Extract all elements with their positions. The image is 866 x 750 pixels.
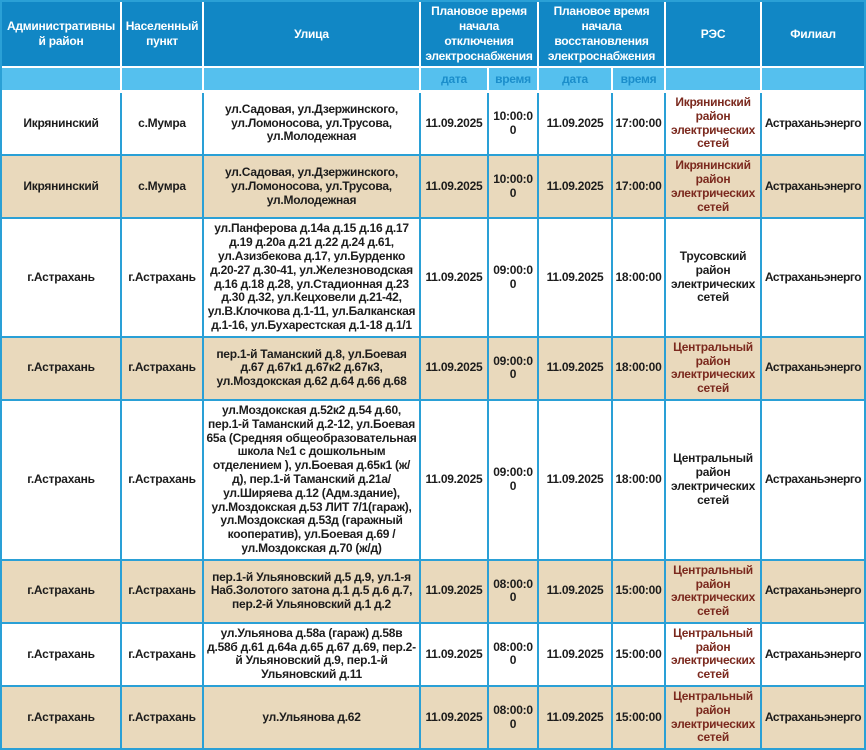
cell-restore-time: 18:00:00 bbox=[613, 338, 666, 401]
cell-settlement: г.Астрахань bbox=[122, 624, 204, 687]
subheader-restore-time: время bbox=[613, 68, 666, 93]
cell-restore-date: 11.09.2025 bbox=[539, 219, 613, 337]
cell-street: ул.Ульянова д.62 bbox=[204, 687, 421, 748]
cell-restore-time: 15:00:00 bbox=[613, 561, 666, 624]
cell-district: Икрянинский bbox=[2, 93, 122, 156]
header-row bbox=[2, 2, 864, 68]
col-header-settlement: Населенный пункт bbox=[122, 2, 204, 68]
cell-district: Икрянинский bbox=[2, 156, 122, 219]
cell-outage-date: 11.09.2025 bbox=[421, 401, 489, 561]
cell-outage-date: 11.09.2025 bbox=[421, 624, 489, 687]
cell-outage-date: 11.09.2025 bbox=[421, 338, 489, 401]
cell-restore-time: 17:00:00 bbox=[613, 93, 666, 156]
table-row bbox=[2, 156, 864, 219]
cell-outage-time: 08:00:00 bbox=[489, 561, 539, 624]
cell-res: Центральный район электрических сетей bbox=[666, 401, 762, 561]
cell-outage-time: 10:00:00 bbox=[489, 93, 539, 156]
cell-res: Икрянинский район электрических сетей bbox=[666, 93, 762, 156]
col-header-street: Улица bbox=[204, 2, 421, 68]
cell-restore-date: 11.09.2025 bbox=[539, 156, 613, 219]
cell-district: г.Астрахань bbox=[2, 338, 122, 401]
table-row bbox=[2, 687, 864, 748]
cell-restore-date: 11.09.2025 bbox=[539, 93, 613, 156]
cell-outage-time: 10:00:00 bbox=[489, 156, 539, 219]
cell-street: ул.Панферова д.14а д.15 д.16 д.17 д.19 д.20а д.21 д.22 д.24 д.61, ул.Азизбекова д.17, ул.Бурденко д.20-27 д.30-41, ул.Железноводская д.16 д.18 д.28, ул.Стадионная д.23 д.30 д.32, ул.Кецховели д.21-42, ул.В.Клочкова д.1-11, ул.Балканская д.1-16, ул.Бухарестская д.1-18 д.1/1 bbox=[204, 219, 421, 337]
subheader-empty-district bbox=[2, 68, 122, 93]
cell-outage-date: 11.09.2025 bbox=[421, 156, 489, 219]
subheader-empty-branch bbox=[762, 68, 864, 93]
cell-res: Центральный район электрических сетей bbox=[666, 624, 762, 687]
cell-settlement: с.Мумра bbox=[122, 156, 204, 219]
cell-street: ул.Садовая, ул.Дзержинского, ул.Ломоносова, ул.Трусова, ул.Молодежная bbox=[204, 156, 421, 219]
cell-res: Центральный район электрических сетей bbox=[666, 561, 762, 624]
cell-settlement: с.Мумра bbox=[122, 93, 204, 156]
subheader-empty-res bbox=[666, 68, 762, 93]
cell-branch cell-branch: Астраханьэнерго bbox=[762, 93, 864, 156]
cell-outage-date: 11.09.2025 bbox=[421, 687, 489, 748]
cell-restore-date: 11.09.2025 bbox=[539, 561, 613, 624]
cell-street: ул.Садовая, ул.Дзержинского, ул.Ломоносова, ул.Трусова, ул.Молодежная bbox=[204, 93, 421, 156]
col-header-outage-group: Плановое время начала отключения электроснабжения bbox=[421, 2, 539, 68]
cell-district: г.Астрахань bbox=[2, 219, 122, 337]
cell-res: Икрянинский район электрических сетей bbox=[666, 156, 762, 219]
subheader-restore-date: дата bbox=[539, 68, 613, 93]
table-row bbox=[2, 401, 864, 561]
cell-branch cell-branch: Астраханьэнерго bbox=[762, 338, 864, 401]
cell-district: г.Астрахань bbox=[2, 687, 122, 748]
cell-outage-date: 11.09.2025 bbox=[421, 93, 489, 156]
cell-restore-date: 11.09.2025 bbox=[539, 401, 613, 561]
cell-street: пер.1-й Ульяновский д.5 д.9, ул.1-я Наб.Золотого затона д.1 д.5 д.6 д.7, пер.2-й Ульяновский д.1 д.2 bbox=[204, 561, 421, 624]
cell-district: г.Астрахань bbox=[2, 401, 122, 561]
cell-res: Центральный район электрических сетей bbox=[666, 687, 762, 748]
col-header-branch: Филиал bbox=[762, 2, 864, 68]
subheader-empty-street bbox=[204, 68, 421, 93]
table-row bbox=[2, 93, 864, 156]
cell-restore-date: 11.09.2025 bbox=[539, 624, 613, 687]
cell-res: Центральный район электрических сетей bbox=[666, 338, 762, 401]
cell-outage-date: 11.09.2025 bbox=[421, 561, 489, 624]
cell-settlement: г.Астрахань bbox=[122, 338, 204, 401]
outage-table bbox=[2, 2, 864, 748]
col-header-restore-group: Плановое время начала восстановления электроснабжения bbox=[539, 2, 666, 68]
cell-outage-time: 08:00:00 bbox=[489, 624, 539, 687]
cell-res: Трусовский район электрических сетей bbox=[666, 219, 762, 337]
col-header-res: РЭС bbox=[666, 2, 762, 68]
cell-restore-time: 15:00:00 bbox=[613, 624, 666, 687]
cell-district: г.Астрахань bbox=[2, 624, 122, 687]
table-row bbox=[2, 219, 864, 337]
table-body bbox=[2, 93, 864, 748]
cell-branch cell-branch: Астраханьэнерго bbox=[762, 687, 864, 748]
table-row bbox=[2, 561, 864, 624]
cell-settlement: г.Астрахань bbox=[122, 561, 204, 624]
cell-district: г.Астрахань bbox=[2, 561, 122, 624]
cell-settlement: г.Астрахань bbox=[122, 401, 204, 561]
subheader-outage-time: время bbox=[489, 68, 539, 93]
subheader-empty-settlement bbox=[122, 68, 204, 93]
cell-branch cell-branch: Астраханьэнерго bbox=[762, 401, 864, 561]
cell-restore-date: 11.09.2025 bbox=[539, 687, 613, 748]
table-row bbox=[2, 624, 864, 687]
cell-branch cell-branch: Астраханьэнерго bbox=[762, 219, 864, 337]
cell-outage-time: 08:00:00 bbox=[489, 687, 539, 748]
cell-outage-time: 09:00:00 bbox=[489, 338, 539, 401]
cell-branch cell-branch: Астраханьэнерго bbox=[762, 624, 864, 687]
cell-outage-time: 09:00:00 bbox=[489, 401, 539, 561]
subheader-row bbox=[2, 68, 864, 93]
cell-street: пер.1-й Таманский д.8, ул.Боевая д.67 д.67к1 д.67к2 д.67к3, ул.Моздокская д.62 д.64 д.66 д.68 bbox=[204, 338, 421, 401]
cell-branch cell-branch: Астраханьэнерго bbox=[762, 561, 864, 624]
cell-street: ул.Ульянова д.58а (гараж) д.58в д.58б д.61 д.64а д.65 д.67 д.69, пер.2-й Ульяновский д.9, пер.1-й Ульяновский д.11 bbox=[204, 624, 421, 687]
subheader-outage-date: дата bbox=[421, 68, 489, 93]
cell-restore-time: 18:00:00 bbox=[613, 219, 666, 337]
cell-settlement: г.Астрахань bbox=[122, 687, 204, 748]
cell-street: ул.Моздокская д.52к2 д.54 д.60, пер.1-й Таманский д.2-12, ул.Боевая 65а (Средняя общеобразовательная школа №1 с дошкольным отделением ), ул.Боевая д.65к1 (ж/д), пер.1-й Таманский д.21а/ ул.Ширяева д.12 (Адм.здание), ул.Моздокская д.53 ЛИТ 7/1(гараж), ул.Моздокская д.53д (гаражный кооператив), ул.Боевая д.69 /ул.Моздокская д.70 (ж/д) bbox=[204, 401, 421, 561]
cell-settlement: г.Астрахань bbox=[122, 219, 204, 337]
col-header-district: Административный район bbox=[2, 2, 122, 68]
cell-restore-time: 15:00:00 bbox=[613, 687, 666, 748]
cell-restore-time: 17:00:00 bbox=[613, 156, 666, 219]
cell-branch cell-branch: Астраханьэнерго bbox=[762, 156, 864, 219]
table-row bbox=[2, 338, 864, 401]
cell-restore-time: 18:00:00 bbox=[613, 401, 666, 561]
cell-restore-date: 11.09.2025 bbox=[539, 338, 613, 401]
cell-outage-time: 09:00:00 bbox=[489, 219, 539, 337]
cell-outage-date: 11.09.2025 bbox=[421, 219, 489, 337]
